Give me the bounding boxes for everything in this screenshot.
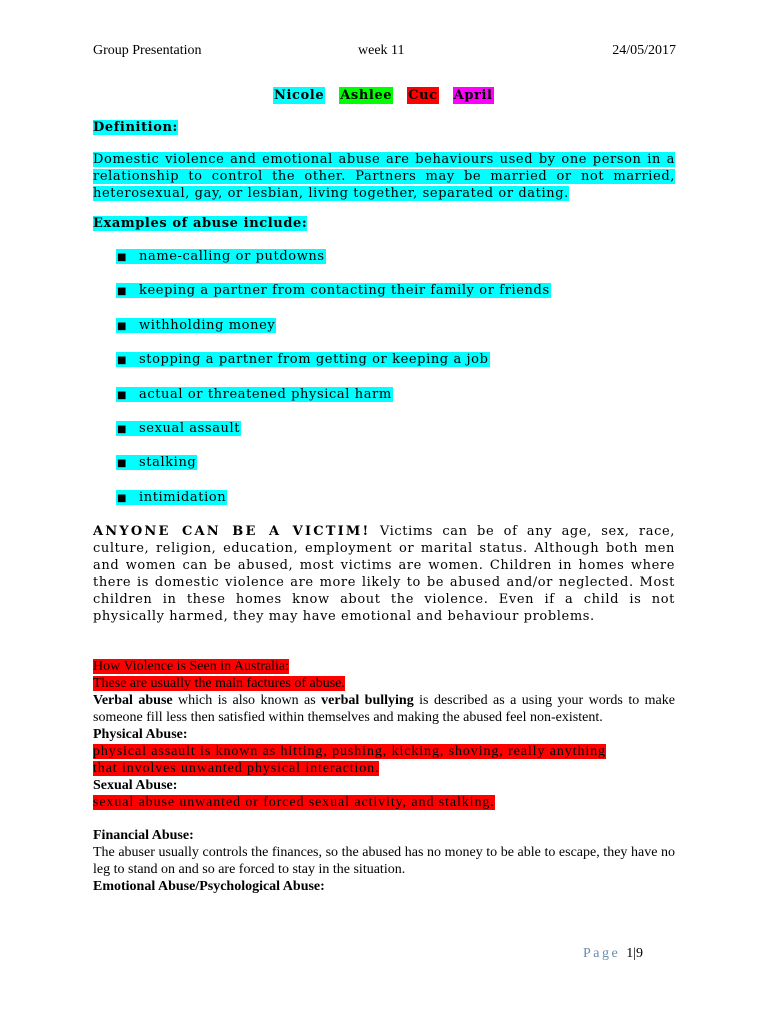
- verbal-paragraph: Verbal abuse which is also known as verbal bullying is described as a using your words to make someone fill less then satisfied within themselves and making the abused feel non-existent.: [93, 693, 675, 725]
- examples-heading: Examples of abuse include:: [93, 216, 308, 231]
- list-item: ■ stopping a partner from getting or keeping a job: [117, 352, 489, 368]
- list-item: ■ withholding money: [117, 317, 276, 333]
- footer-total-pages: 9: [636, 946, 644, 961]
- abuse-types-section: [93, 658, 675, 895]
- header-title: Group Presentation: [93, 43, 202, 58]
- seen-text: These are usually the main factures of abuse.: [93, 676, 345, 691]
- list-item: ■ actual or threatened physical harm: [117, 386, 392, 402]
- physical-title: Physical Abuse:: [93, 727, 188, 742]
- emotional-title: Emotional Abuse/Psychological Abuse:: [93, 879, 325, 894]
- definition-text: Domestic violence and emotional abuse are behaviours used by one person in a relationship to control the other. Partners may be married or not married, heterosexual, gay, or lesbian, living together, separated or dating.: [93, 152, 675, 201]
- name-ashlee: Ashlee: [340, 88, 393, 103]
- bullet-icon: ■: [117, 355, 128, 367]
- header-week: week 11: [358, 43, 405, 58]
- name-cuc: Cuc: [408, 88, 438, 103]
- anyone-paragraph: [93, 523, 675, 625]
- seen-title: How Violence is Seen in Australia:: [93, 659, 290, 674]
- bullet-icon: ■: [117, 252, 128, 263]
- bullet-icon: ■: [117, 389, 128, 401]
- bullet-icon: ■: [117, 492, 128, 504]
- list-item: ■ sexual assault: [117, 420, 241, 436]
- anyone-text: Victims can be of any age, sex, race, culture, religion, education, employment or marital status. Although both men and women can be abused, most victims are women. Children in homes where there is domestic violence are more likely to be abused and/or neglected. Most children in these homes know about the violence. Even if a child is not physically harmed, they may have emotional and behaviour problems.: [93, 524, 675, 624]
- name-nicole: Nicole: [274, 88, 325, 103]
- bullet-icon: ■: [117, 320, 128, 332]
- physical-line-2: that involves unwanted physical interaction.: [93, 761, 380, 776]
- footer-page-number: 1: [626, 946, 634, 961]
- footer-separator: |: [633, 946, 637, 961]
- definition-heading: Definition:: [93, 120, 178, 135]
- sexual-title: Sexual Abuse:: [93, 778, 178, 793]
- list-item: ■ name-calling or putdowns: [117, 249, 325, 264]
- list-item: ■ intimidation: [117, 489, 227, 505]
- page-footer: [583, 946, 643, 962]
- header-date: 24/05/2017: [612, 43, 676, 58]
- financial-title: Financial Abuse:: [93, 828, 194, 843]
- bullet-icon: ■: [117, 423, 128, 435]
- anyone-lead: ANYONE CAN BE A VICTIM!: [93, 524, 371, 539]
- page-header: [93, 43, 676, 61]
- sexual-text: sexual abuse unwanted or forced sexual activity, and stalking.: [93, 795, 495, 810]
- financial-text: The abuser usually controls the finances, so the abused has no money to be able to escape, they have no leg to stand on and so are forced to stay in the situation.: [93, 845, 675, 877]
- list-item: ■ stalking: [117, 455, 197, 471]
- list-item: ■ keeping a partner from contacting their family or friends: [117, 283, 550, 299]
- footer-label: Page: [583, 946, 621, 961]
- name-april: April: [453, 88, 493, 103]
- presenter-names: [273, 87, 508, 104]
- bullet-icon: ■: [117, 286, 128, 298]
- examples-list: [116, 248, 551, 523]
- physical-line-1: physical assault is known as hitting, pushing, kicking, shoving, really anything: [93, 744, 606, 759]
- bullet-icon: ■: [117, 458, 128, 470]
